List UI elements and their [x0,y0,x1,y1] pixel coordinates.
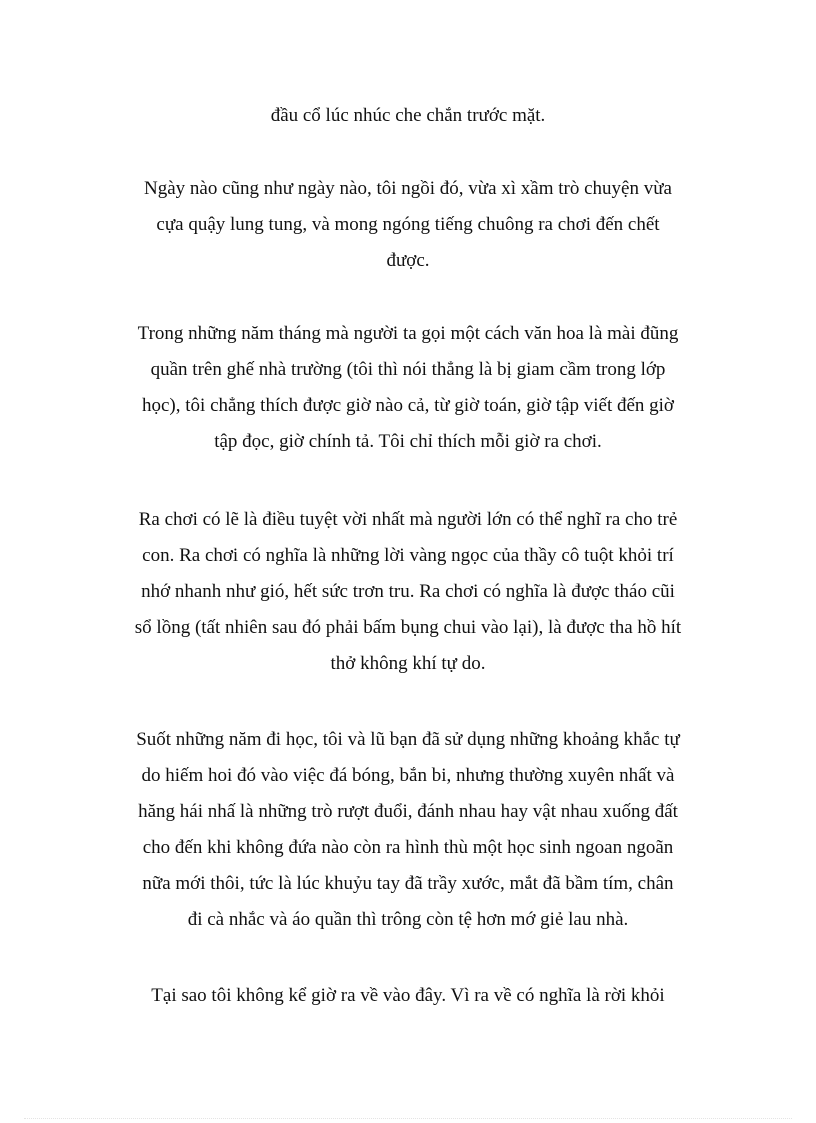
text-line: quần trên ghế nhà trường (tôi thì nói thẳng là bị giam cầm trong lớp [150,359,666,380]
text-line: do hiếm hoi đó vào việc đá bóng, bắn bi, nhưng thường xuyên nhất và [141,765,675,786]
page-bottom-divider [24,1118,792,1119]
text-line: đi cà nhắc và áo quần thì trông còn tệ hơn mớ giẻ lau nhà. [187,909,629,930]
paragraph [105,316,711,460]
text-line: cựa quậy lung tung, và mong ngóng tiếng chuông ra chơi đến chết [156,214,660,235]
text-line: đầu cổ lúc nhúc che chắn trước mặt. [270,105,546,126]
paragraph [105,722,711,938]
text-line: Ngày nào cũng như ngày nào, tôi ngồi đó, vừa xì xầm trò chuyện vừa [144,178,672,199]
text-line: Trong những năm tháng mà người ta gọi một cách văn hoa là mài đũng [137,323,679,344]
text-line: Ra chơi có lẽ là điều tuyệt vời nhất mà người lớn có thể nghĩ ra cho trẻ [138,509,678,530]
text-line: tập đọc, giờ chính tả. Tôi chỉ thích mỗi giờ ra chơi. [214,431,602,452]
text-line: Suốt những năm đi học, tôi và lũ bạn đã sử dụng những khoảng khắc tự [136,729,680,750]
paragraph [105,978,711,1014]
text-line: sổ lồng (tất nhiên sau đó phải bấm bụng chui vào lại), là được tha hồ hít [134,617,682,638]
paragraph [105,502,711,682]
text-line: nhớ nhanh như gió, hết sức trơn tru. Ra chơi có nghĩa là được tháo cũi [141,581,675,602]
text-line: Tại sao tôi không kể giờ ra về vào đây. Vì ra về có nghĩa là rời khỏi [151,985,665,1006]
text-line: cho đến khi không đứa nào còn ra hình thù một học sinh ngoan ngoãn [142,837,674,858]
text-line: hăng hái nhấ là những trò rượt đuổi, đánh nhau hay vật nhau xuống đất [138,801,678,822]
text-line: nữa mới thôi, tức là lúc khuỷu tay đã trầy xước, mắt đã bầm tím, chân [142,873,674,894]
text-line: con. Ra chơi có nghĩa là những lời vàng ngọc của thầy cô tuột khỏi trí [142,545,674,566]
paragraph [105,171,711,279]
text-line: học), tôi chẳng thích được giờ nào cả, từ giờ toán, giờ tập viết đến giờ [142,395,674,416]
text-line: được. [386,250,430,271]
paragraph [105,98,711,134]
text-line: thở không khí tự do. [330,653,486,674]
